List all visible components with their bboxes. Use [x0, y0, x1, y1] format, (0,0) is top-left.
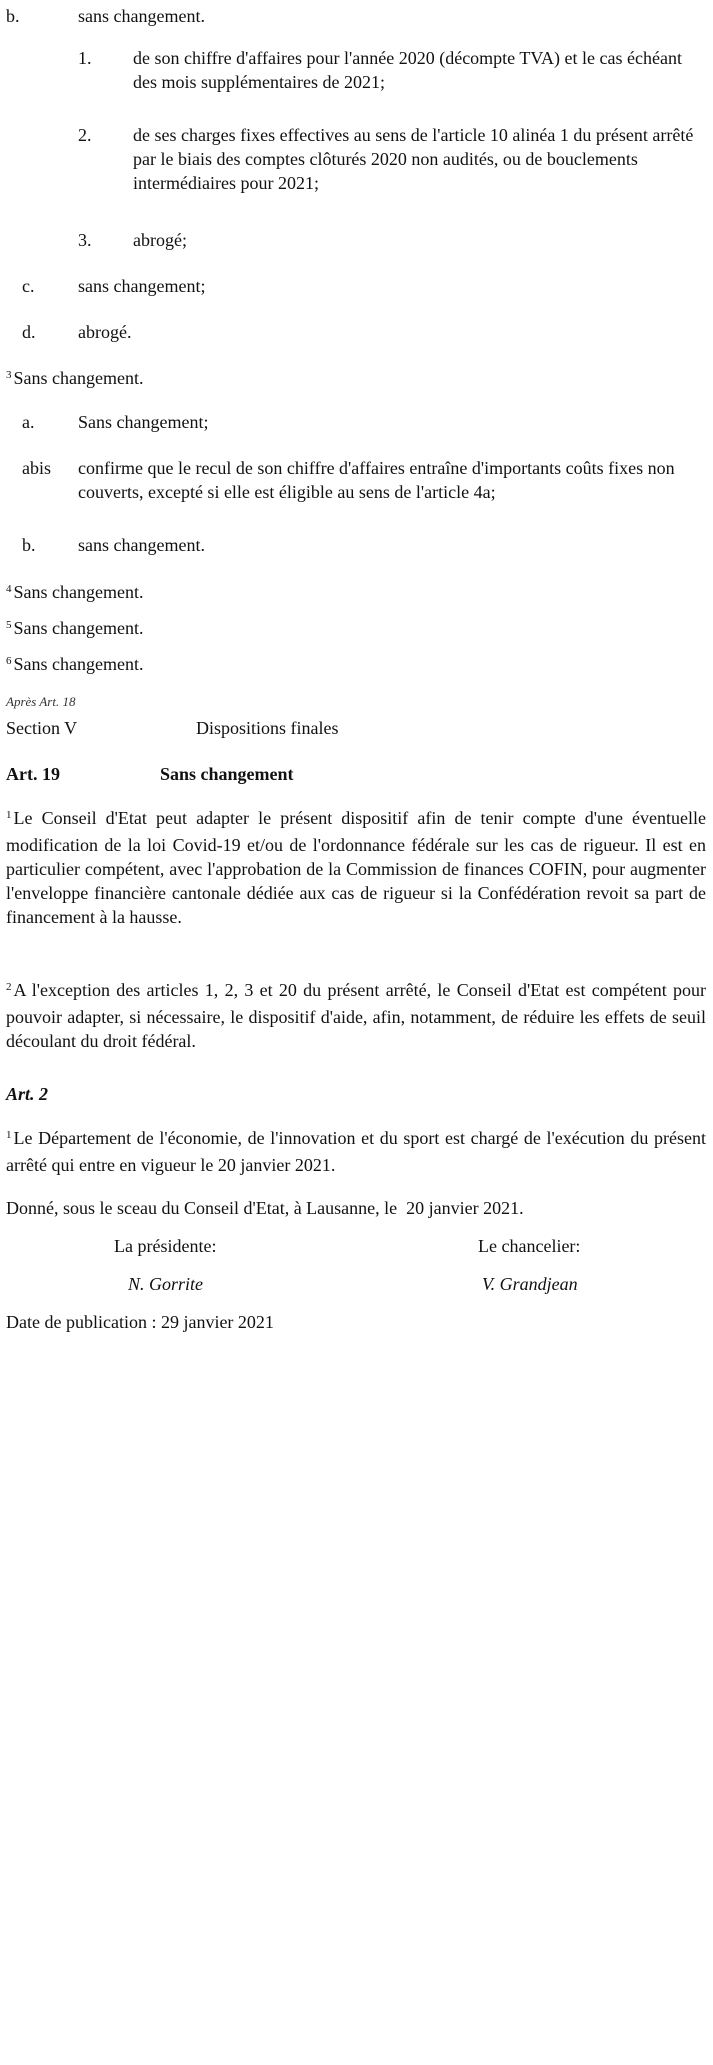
paragraph-number: 3 — [6, 369, 12, 381]
publication-date: Date de publication : 29 janvier 2021 — [6, 1312, 274, 1332]
article-19-paragraph-2 — [6, 978, 706, 1053]
paragraph-number: 5 — [6, 619, 12, 631]
section-title: Dispositions finales — [196, 718, 339, 738]
paragraph-3 — [6, 366, 696, 393]
section-label: Section V — [6, 718, 78, 738]
list-marker: abis — [22, 458, 51, 478]
signature-left-title: La présidente: — [114, 1236, 217, 1256]
list-marker: d. — [22, 322, 36, 342]
list-item-text: abrogé. — [78, 322, 132, 342]
paragraph-text: A l'exception des articles 1, 2, 3 et 20 du présent arrêté, le Conseil d'Etat est compétent pour pouvoir adapter, si nécessaire, le dispositif d'aide, afin, notamment, de réduire les effets de seuil découlant du droit fédéral. — [6, 980, 706, 1051]
list-item-text: sans changement; — [78, 276, 206, 296]
paragraph-number: 2 — [6, 981, 12, 993]
paragraph-number: 1 — [6, 809, 12, 821]
list-marker: a. — [22, 412, 35, 432]
paragraph-text: Sans changement. — [13, 618, 144, 638]
paragraph-text: Le Département de l'économie, de l'innovation et du sport est chargé de l'exécution du présent arrêté qui entre en vigueur le 20 janvier 2021. — [6, 1128, 706, 1175]
list-item-text: sans changement. — [78, 535, 205, 555]
list-item-text: Sans changement; — [78, 412, 209, 432]
article-19-title: Sans changement — [160, 764, 294, 784]
list-item-text: confirme que le recul de son chiffre d'affaires entraîne d'importants coûts fixes non couverts, excepté si elle est éligible au sens de l'article 4a; — [78, 458, 675, 502]
list-marker: b. — [6, 6, 20, 26]
paragraph-5 — [6, 616, 696, 643]
paragraph-text: Sans changement. — [13, 368, 144, 388]
paragraph-text: Sans changement. — [13, 654, 144, 674]
list-item-text: de ses charges fixes effectives au sens de l'article 10 alinéa 1 du présent arrêté par le biais des comptes clôturés 2020 non audités, ou de bouclements intermédiaires pour 2021; — [133, 125, 694, 193]
list-marker: b. — [22, 535, 36, 555]
signature-left-name: N. Gorrite — [128, 1274, 204, 1294]
list-marker: 2. — [78, 125, 92, 145]
article-2-label: Art. 2 — [6, 1084, 49, 1104]
given-at-line: Donné, sous le sceau du Conseil d'Etat, à Lausanne, le 20 janvier 2021. — [6, 1198, 524, 1218]
paragraph-number: 4 — [6, 583, 12, 595]
paragraph-text: Sans changement. — [13, 582, 144, 602]
signature-right-title: Le chancelier: — [478, 1236, 581, 1256]
paragraph-text: Le Conseil d'Etat peut adapter le présent dispositif afin de tenir compte d'une éventuelle modification de la loi Covid-19 et/ou de l'ordonnance fédérale sur les cas de rigueur. Il est en particulier compétent, avec l'approbation de la Commission de finances COFIN, pour augmenter l'enveloppe financière cantonale dédiée aux cas de rigueur si la Confédération revoit sa part de financement à la hausse. — [6, 808, 706, 927]
list-marker: 3. — [78, 230, 92, 250]
apres-note: Après Art. 18 — [6, 694, 76, 709]
paragraph-number: 6 — [6, 655, 12, 667]
article-19-paragraph-1 — [6, 806, 706, 929]
paragraph-number: 1 — [6, 1129, 12, 1141]
article-19-label: Art. 19 — [6, 764, 60, 784]
list-marker: c. — [22, 276, 35, 296]
list-marker: 1. — [78, 48, 92, 68]
list-item-text: de son chiffre d'affaires pour l'année 2020 (décompte TVA) et le cas échéant des mois supplémentaires de 2021; — [133, 48, 682, 92]
paragraph-6 — [6, 652, 696, 679]
paragraph-4 — [6, 580, 696, 607]
article-2-paragraph-1 — [6, 1126, 706, 1177]
list-item-text: sans changement. — [78, 6, 205, 26]
list-item-text: abrogé; — [133, 230, 187, 250]
signature-right-name: V. Grandjean — [482, 1274, 578, 1294]
